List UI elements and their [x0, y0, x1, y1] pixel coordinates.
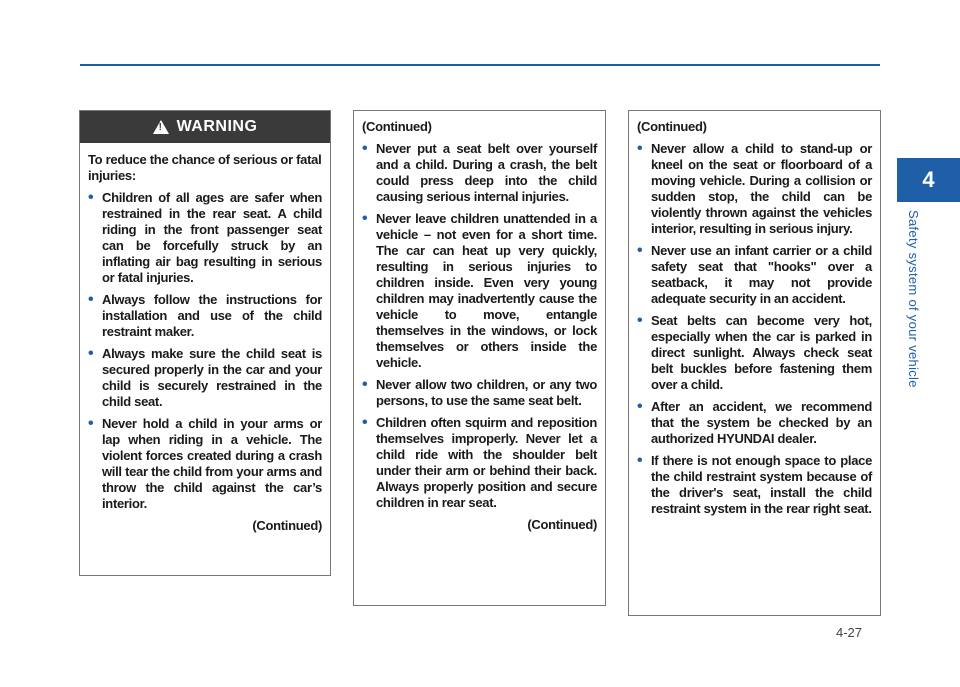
continued-label: (Continued) — [527, 517, 597, 532]
warning-triangle-icon — [153, 120, 169, 134]
box3-content — [629, 111, 880, 517]
warning-bullet: • Never hold a child in your arms or lap when riding in a vehicle. The violent forces created during a crash will tear the child from your arms and throw the child against the car’s interior. — [88, 416, 322, 512]
warning-intro: To reduce the chance of serious or fatal injuries: — [88, 152, 322, 183]
page-number: 4-27 — [836, 625, 863, 640]
box2-bullet: • Never allow two children, or any two persons, to use the same seat belt. — [362, 377, 597, 409]
chapter-title — [903, 210, 923, 410]
continued-box-2 — [353, 110, 606, 606]
box3-bullet: • If there is not enough space to place the child restraint system because of the driver's seat, install the child restraint system in the rear right seat. — [637, 453, 872, 517]
box2-bullet: • Never put a seat belt over yourself and a child. During a crash, the belt could press deep into the child causing serious internal injuries. — [362, 141, 597, 205]
chapter-title-text: Safety system of your vehicle — [906, 210, 921, 388]
warning-bullet: • Always follow the instructions for installation and use of the child restraint maker. — [88, 292, 322, 340]
warning-bullet: • Children of all ages are safer when restrained in the rear seat. A child riding in the front passenger seat can be forcefully struck by an inflating air bag resulting in serious or fatal injuries. — [88, 190, 322, 286]
warning-content — [80, 143, 330, 534]
box3-heading: (Continued) — [637, 119, 707, 134]
box3-bullet: • Never allow a child to stand-up or kneel on the seat or floorboard of a moving vehicle. During a collision or sudden stop, the child can be violently thrown against the vehicles interior, resulting in serious injury. — [637, 141, 872, 237]
box3-bullet: • Seat belts can become very hot, especially when the car is parked in direct sunlight. Always check seat belt buckles before fastening them over a child. — [637, 313, 872, 393]
box2-bullet: • Children often squirm and reposition themselves improperly. Never let a child ride with the shoulder belt under their arm or behind their back. Always properly position and secure children in rear seat. — [362, 415, 597, 511]
box3-bullet: • After an accident, we recommend that the system be checked by an authorized HYUNDAI dealer. — [637, 399, 872, 447]
continued-label: (Continued) — [252, 518, 322, 533]
continued-box-3 — [628, 110, 881, 616]
box2-bullet: • Never leave children unattended in a vehicle – not even for a short time. The car can heat up very quickly, resulting in serious injuries to children inside. Even very young children may inadvertently cause the vehicle to move, entangle themselves in the windows, or lock themselves or others inside the vehicle. — [362, 211, 597, 371]
box3-bullet: • Never use an infant carrier or a child safety seat that "hooks" over a seatback, it may not provide adequate security in an accident. — [637, 243, 872, 307]
header-rule — [80, 64, 880, 66]
warning-header-label: WARNING — [176, 118, 258, 135]
warning-box — [79, 110, 331, 576]
box2-heading: (Continued) — [362, 119, 432, 134]
chapter-number: 4 — [922, 167, 935, 192]
warning-bullet: • Always make sure the child seat is secured properly in the car and your child is securely restrained in the child seat. — [88, 346, 322, 410]
warning-header — [80, 111, 330, 143]
box2-content — [354, 111, 605, 533]
chapter-tab[interactable] — [897, 158, 960, 202]
